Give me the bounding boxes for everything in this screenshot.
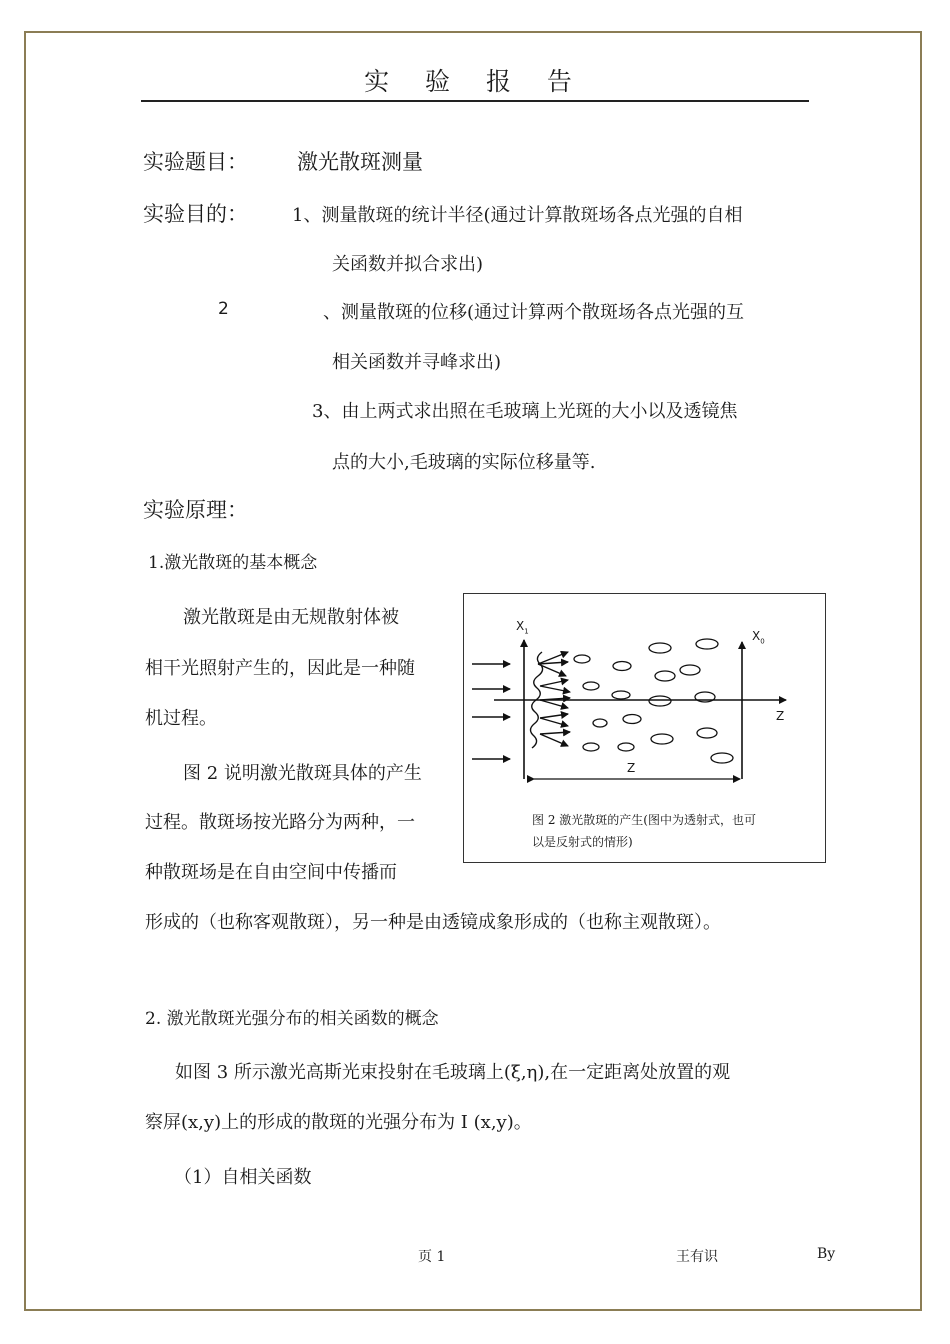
page-title: 实 验 报 告	[364, 67, 586, 96]
label-x0: $X_0$	[752, 629, 765, 646]
section1-line-1: 激光散斑是由无规散射体被	[183, 607, 399, 628]
purpose-item-2-number: 2	[218, 299, 229, 319]
section1-line-6: 种散斑场是在自由空间中传播而	[145, 862, 397, 883]
purpose-item-3-line1: 3、由上两式求出照在毛玻璃上光斑的大小以及透镜焦	[312, 401, 738, 422]
topic-value: 激光散斑测量	[297, 150, 423, 174]
section1-title: 1.激光散斑的基本概念	[148, 553, 318, 573]
purpose-item-2-line2: 相关函数并寻峰求出)	[332, 352, 502, 373]
purpose-item-2-line1: 、测量散斑的位移(通过计算两个散斑场各点光强的互	[323, 302, 745, 323]
purpose-item-3-line2: 点的大小,毛玻璃的实际位移量等.	[332, 452, 596, 473]
section1-line-3: 机过程。	[145, 708, 217, 729]
purpose-item-1-line1: 1、测量散斑的统计半径(通过计算散斑场各点光强的自相	[292, 205, 743, 226]
scattered-rays	[538, 652, 570, 746]
figure-caption	[532, 809, 817, 853]
purpose-item-1-line2: 关函数并拟合求出)	[332, 254, 484, 275]
figure-caption-line2: 以是反射式的情形)	[532, 835, 633, 849]
footer-author: 王有识	[676, 1249, 718, 1265]
section1-line-4: 图 2 说明激光散斑具体的产生	[183, 763, 422, 784]
section2-line-1: 如图 3 所示激光高斯光束投射在毛玻璃上(ξ,η),在一定距离处放置的观	[175, 1062, 731, 1083]
purpose-label: 实验目的：	[143, 202, 248, 226]
footer-page-number: 页 1	[418, 1249, 446, 1265]
footer-by: By	[817, 1246, 836, 1262]
incident-beam-arrows	[472, 664, 510, 759]
subsection-autocorrelation: （1）自相关函数	[174, 1167, 312, 1188]
section1-line-5: 过程。散斑场按光路分为两种，一	[145, 812, 415, 833]
label-z-axis: Z	[776, 709, 785, 723]
label-x1: $X_1$	[516, 619, 529, 636]
title-divider	[141, 100, 809, 102]
topic-label: 实验题目：	[143, 150, 248, 174]
speckle-grains	[574, 639, 733, 763]
section2-line-2: 察屏(x,y)上的形成的散斑的光强分布为 I (x,y)。	[145, 1112, 532, 1133]
figure-caption-line1: 图 2 激光散斑的产生(图中为透射式，也可	[532, 813, 756, 827]
section1-line-2: 相干光照射产生的，因此是一种随	[145, 658, 415, 679]
principle-label: 实验原理：	[143, 498, 248, 522]
section1-line-7: 形成的（也称客观散斑），另一种是由透镜成象形成的（也称主观散斑）。	[145, 912, 721, 933]
speckle-figure	[463, 593, 826, 863]
label-z-span: Z	[627, 761, 636, 775]
section2-title: 2. 激光散斑光强分布的相关函数的概念	[145, 1009, 439, 1029]
